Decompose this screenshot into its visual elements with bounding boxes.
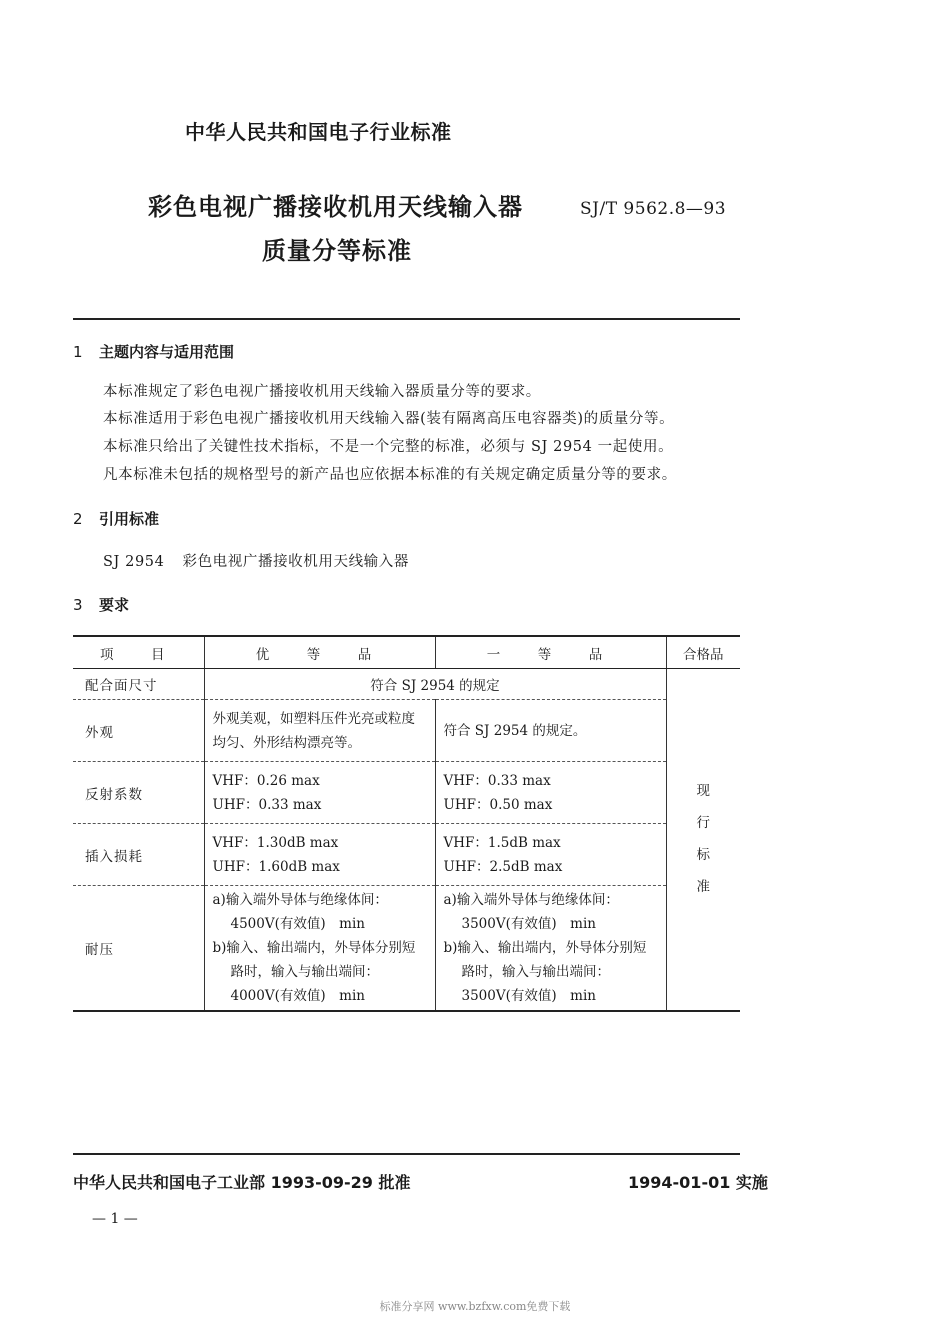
item-cell: 反射系数 — [73, 762, 204, 824]
section-number: 3 — [73, 596, 83, 614]
cell-line: 4000V(有效值) min — [230, 987, 365, 1004]
doc-title-line1: 彩色电视广播接收机用天线输入器 — [148, 193, 523, 221]
cell-line: VHF：0.26 max — [212, 772, 320, 789]
item-cell: 外观 — [73, 700, 204, 762]
footer-rule — [73, 1153, 740, 1155]
cell-line: 3500V(有效值) min — [461, 915, 596, 932]
cell-line: VHF：1.30dB max — [212, 834, 339, 851]
cell-line: UHF：0.50 max — [443, 796, 553, 813]
cell-line: 4500V(有效值) min — [230, 915, 365, 932]
section-1-heading — [73, 341, 234, 362]
qualified-char: 现 — [696, 783, 710, 800]
header-qualified: 合格品 — [666, 636, 740, 669]
item-cell: 配合面尺寸 — [73, 669, 204, 700]
org-title: 中华人民共和国电子行业标准 — [185, 120, 452, 144]
first-class-cell — [435, 824, 666, 886]
header-excellent: 优 等 品 — [204, 636, 435, 669]
cell-line: 均匀、外形结构漂亮等。 — [212, 734, 361, 751]
paragraph: 本标准只给出了关键性技术指标，不是一个完整的标准，必须与 SJ 2954 一起使用。 — [103, 439, 674, 455]
section-2-heading — [73, 508, 159, 529]
watermark: 标准分享网 www.bzfxw.com免费下载 — [379, 1300, 571, 1313]
first-class-cell — [435, 700, 666, 762]
reference-entry — [103, 550, 409, 571]
excellent-cell — [204, 886, 435, 1011]
qualified-char: 标 — [696, 847, 710, 864]
section-title: 引用标准 — [99, 510, 160, 528]
table-row — [73, 762, 740, 824]
cell-line: 外观美观，如塑料压件光亮或粒度 — [212, 710, 415, 727]
top-rule — [73, 318, 740, 320]
cell-line: 路时，输入与输出端间： — [461, 963, 610, 980]
section-3-heading — [73, 594, 129, 615]
table-row — [73, 669, 740, 700]
requirements-table — [73, 635, 740, 1012]
reference-code: SJ 2954 — [103, 554, 165, 570]
approval-date: 中华人民共和国电子工业部 1993-09-29 批准 — [73, 1173, 411, 1192]
qualified-char: 准 — [696, 879, 710, 896]
reference-title: 彩色电视广播接收机用天线输入器 — [182, 554, 409, 570]
header-first-class: 一 等 品 — [435, 636, 666, 669]
section-number: 2 — [73, 510, 83, 528]
cell-line: UHF：2.5dB max — [443, 858, 563, 875]
excellent-cell — [204, 824, 435, 886]
cell-line: UHF：1.60dB max — [212, 858, 340, 875]
excellent-cell — [204, 700, 435, 762]
cell-line: 路时，输入与输出端间： — [230, 963, 379, 980]
cell-line: b)输入、输出端内，外导体分别短 — [212, 939, 416, 956]
cell-line: a)输入端外导体与绝缘体间： — [212, 891, 388, 908]
table-row — [73, 886, 740, 1011]
cell-line: VHF：1.5dB max — [443, 834, 561, 851]
implementation-date: 1994-01-01 实施 — [628, 1173, 768, 1192]
doc-code: SJ/T 9562.8—93 — [580, 199, 727, 219]
section-number: 1 — [73, 343, 83, 361]
qualified-char: 行 — [696, 815, 710, 832]
cell-line: b)输入、输出端内，外导体分别短 — [443, 939, 647, 956]
cell-line: 符合 SJ 2954 的规定。 — [443, 722, 587, 739]
table-row — [73, 700, 740, 762]
page-number: — 1 — — [92, 1211, 138, 1227]
excellent-cell — [204, 762, 435, 824]
merged-cell: 符合 SJ 2954 的规定 — [204, 669, 666, 700]
header-item: 项 目 — [73, 636, 204, 669]
paragraph: 本标准规定了彩色电视广播接收机用天线输入器质量分等的要求。 — [103, 384, 541, 400]
cell-line: VHF：0.33 max — [443, 772, 551, 789]
paragraph: 本标准适用于彩色电视广播接收机用天线输入器(装有隔离高压电容器类)的质量分等。 — [103, 411, 675, 427]
cell-line: a)输入端外导体与绝缘体间： — [443, 891, 619, 908]
cell-line: 3500V(有效值) min — [461, 987, 596, 1004]
first-class-cell — [435, 762, 666, 824]
paragraph: 凡本标准未包括的规格型号的新产品也应依据本标准的有关规定确定质量分等的要求。 — [103, 467, 677, 483]
item-cell: 插入损耗 — [73, 824, 204, 886]
doc-title-line2: 质量分等标准 — [262, 237, 412, 265]
item-cell: 耐压 — [73, 886, 204, 1011]
cell-line: UHF：0.33 max — [212, 796, 322, 813]
table-header-row — [73, 636, 740, 669]
section-title: 主题内容与适用范围 — [99, 343, 235, 361]
first-class-cell — [435, 886, 666, 1011]
table-row — [73, 824, 740, 886]
qualified-cell — [666, 669, 740, 1011]
section-title: 要求 — [99, 596, 130, 614]
